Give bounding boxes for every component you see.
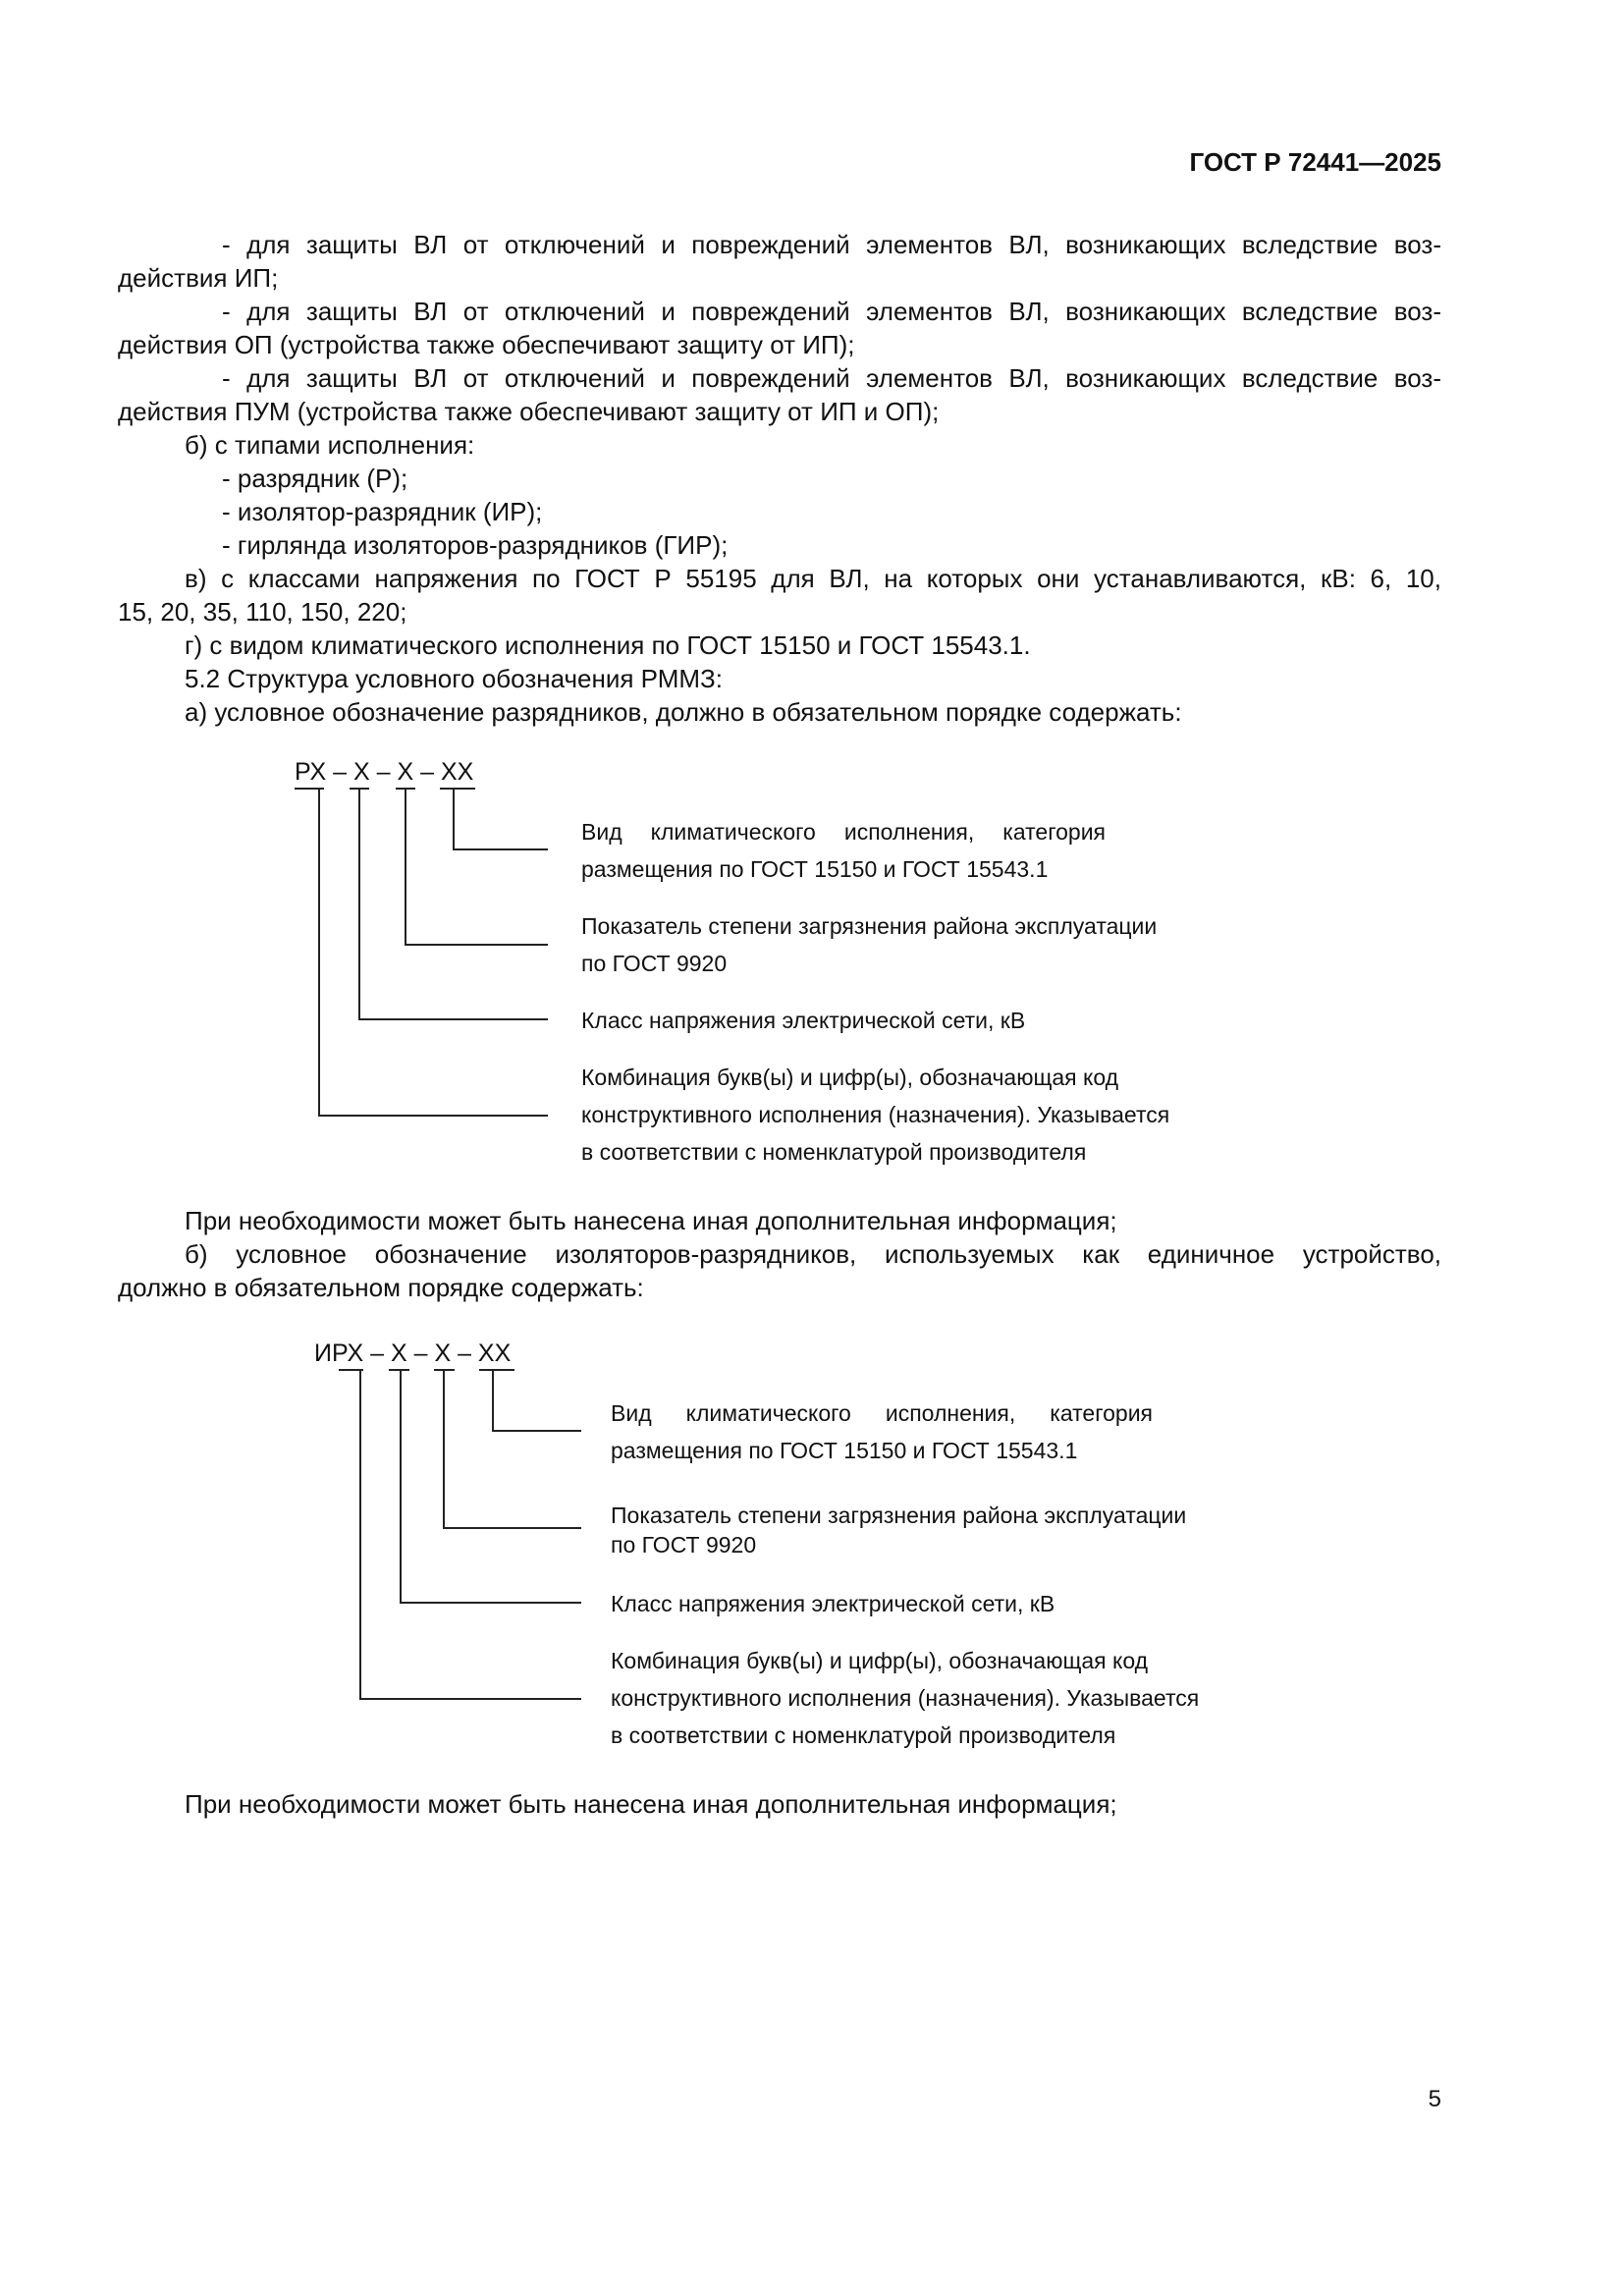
designation-code: РХ – Х – Х – ХХ (295, 758, 474, 786)
document-id: ГОСТ Р 72441—2025 (1189, 147, 1441, 177)
list-item: - разрядник (Р); (222, 464, 408, 493)
label-design-code: Комбинация букв(ы) и цифр(ы), обозначающая код (581, 1065, 1119, 1090)
paragraph-line: действия ПУМ (устройства также обеспечивают защиту от ИП и ОП); (118, 397, 940, 426)
paragraph-line: действия ИП; (118, 263, 279, 293)
paragraph-line: б) условное обозначение изоляторов-разрядников, используемых как единичное устройство, (185, 1239, 1441, 1269)
paragraph-line: б) с типами исполнения: (185, 430, 475, 460)
note-line: При необходимости может быть нанесена иная дополнительная информация; (185, 1789, 1117, 1819)
list-item: - гирлянда изоляторов-разрядников (ГИР); (222, 530, 729, 560)
section-heading: 5.2 Структура условного обозначения РММЗ: (185, 664, 723, 693)
paragraph-line: - для защиты ВЛ от отключений и повреждений элементов ВЛ, возникающих вследствие воз- (222, 363, 1441, 393)
label-design-code: конструктивного исполнения (назначения). Указывается (611, 1685, 1200, 1711)
label-pollution: Показатель степени загрязнения района эксплуатации (611, 1503, 1187, 1528)
label-voltage-class: Класс напряжения электрической сети, кВ (611, 1591, 1055, 1616)
label-climate: размещения по ГОСТ 15150 и ГОСТ 15543.1 (611, 1438, 1078, 1463)
label-design-code: в соответствии с номенклатурой производителя (611, 1722, 1116, 1748)
paragraph-line: - для защиты ВЛ от отключений и повреждений элементов ВЛ, возникающих вследствие воз- (222, 297, 1441, 326)
label-climate: размещения по ГОСТ 15150 и ГОСТ 15543.1 (581, 856, 1049, 882)
list-item: - изолятор-разрядник (ИР); (222, 497, 543, 526)
paragraph-line: должно в обязательном порядке содержать: (118, 1273, 644, 1302)
label-pollution: по ГОСТ 9920 (611, 1532, 757, 1558)
label-design-code: в соответствии с номенклатурой производителя (581, 1139, 1087, 1165)
paragraph-line: г) с видом климатического исполнения по ГОСТ 15150 и ГОСТ 15543.1. (185, 630, 1031, 660)
paragraph-line: в) с классами напряжения по ГОСТ Р 55195 для ВЛ, на которых они устанавливаются, кВ: 6, 10, (185, 564, 1441, 593)
note-line: При необходимости может быть нанесена иная дополнительная информация; (185, 1206, 1117, 1235)
paragraph-line: действия ОП (устройства также обеспечивают защиту от ИП); (118, 330, 855, 359)
label-climate: Вид климатического исполнения, категория (581, 819, 1106, 845)
paragraph-line: - для защиты ВЛ от отключений и повреждений элементов ВЛ, возникающих вследствие воз- (222, 230, 1441, 259)
label-pollution: по ГОСТ 9920 (581, 951, 728, 976)
page-number: 5 (1428, 2086, 1441, 2112)
label-climate: Вид климатического исполнения, категория (611, 1400, 1153, 1426)
paragraph-line: а) условное обозначение разрядников, должно в обязательном порядке содержать: (185, 697, 1182, 727)
label-voltage-class: Класс напряжения электрической сети, кВ (581, 1008, 1026, 1033)
designation-code: ИРХ – Х – Х – ХХ (314, 1339, 512, 1367)
label-pollution: Показатель степени загрязнения района эксплуатации (581, 913, 1158, 939)
paragraph-line: 15, 20, 35, 110, 150, 220; (118, 597, 407, 627)
label-design-code: Комбинация букв(ы) и цифр(ы), обозначающая код (611, 1648, 1149, 1673)
label-design-code: конструктивного исполнения (назначения). Указывается (581, 1102, 1170, 1127)
